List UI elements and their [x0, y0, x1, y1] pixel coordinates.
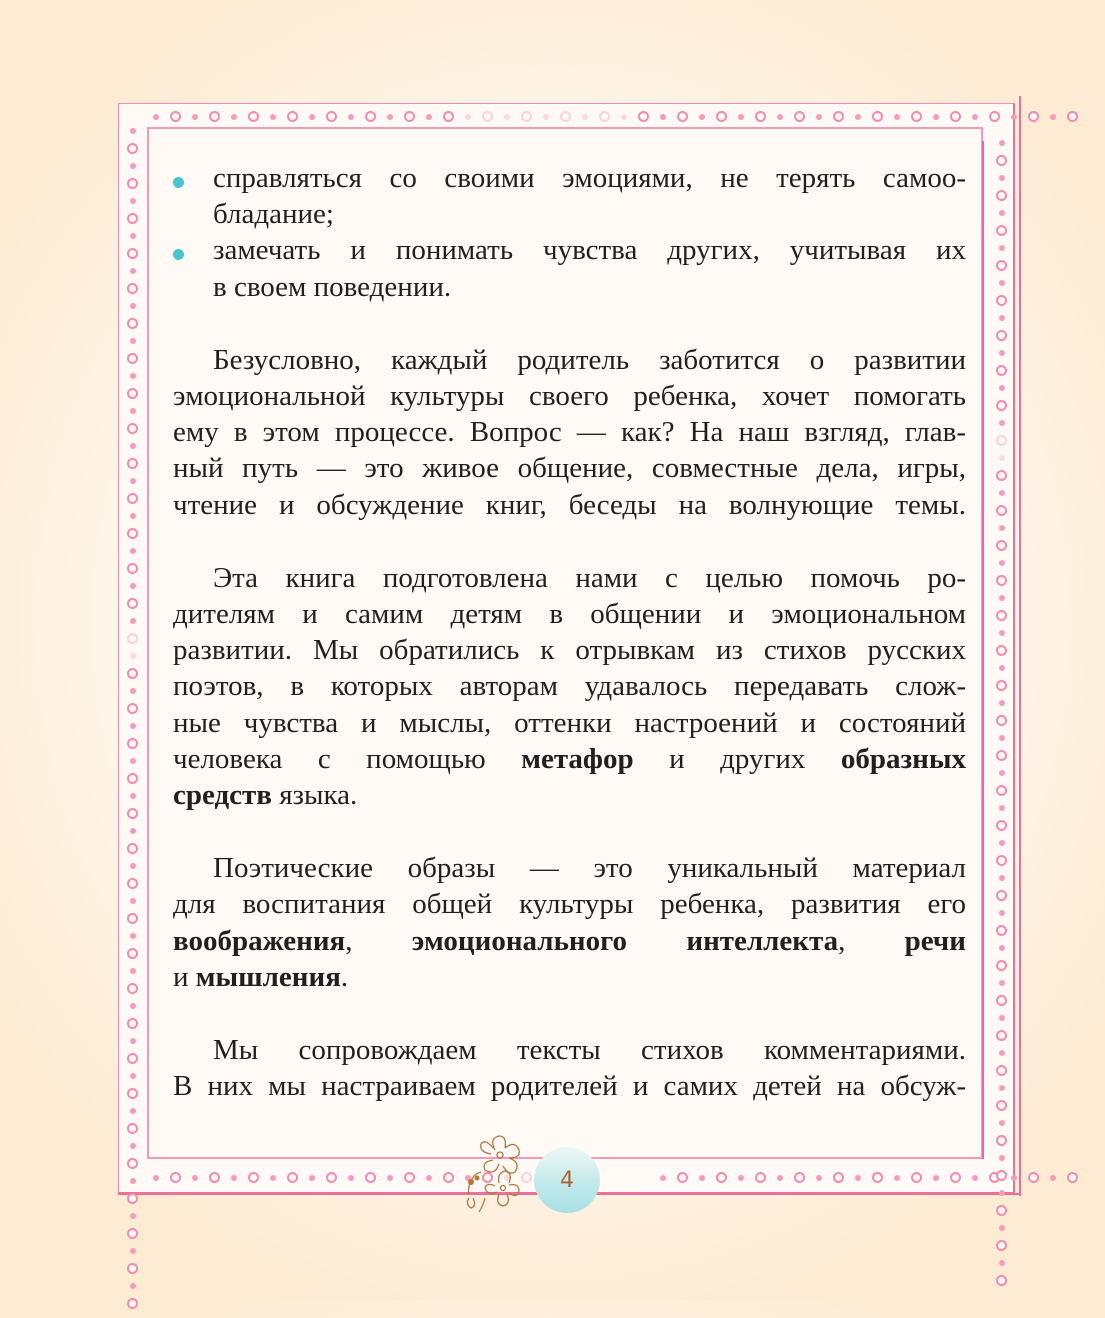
- cherry-blossom-icon: [455, 1128, 540, 1223]
- border-dot-icon: [130, 1178, 136, 1184]
- border-dot-icon: [326, 1172, 337, 1183]
- border-dot-icon: [999, 490, 1005, 496]
- border-dot-icon: [248, 1172, 259, 1183]
- border-dot-icon: [660, 114, 666, 120]
- border-dot-icon: [999, 280, 1005, 286]
- border-dot-icon: [443, 111, 454, 122]
- border-dot-icon: [130, 968, 136, 974]
- border-dot-icon: [894, 1175, 900, 1181]
- border-dot-icon: [231, 1175, 237, 1181]
- paragraph-line: В них мы настраиваем родителей и самих детей на обсуж-: [173, 1070, 966, 1103]
- border-dot-icon: [999, 910, 1005, 916]
- border-dot-icon: [996, 890, 1007, 901]
- border-dot-icon: [170, 1172, 181, 1183]
- bullet-item: [173, 232, 966, 304]
- border-dot-icon: [996, 1240, 1007, 1251]
- border-dot-icon: [999, 385, 1005, 391]
- border-dot-icon: [127, 948, 138, 959]
- border-dot-icon: [911, 1172, 922, 1183]
- border-dot-icon: [911, 111, 922, 122]
- border-dot-icon: [465, 114, 471, 120]
- border-dot-icon: [677, 111, 688, 122]
- border-dot-icon: [855, 114, 861, 120]
- border-dot-icon: [130, 1003, 136, 1009]
- border-dot-icon: [130, 163, 136, 169]
- border-dot-icon: [933, 1175, 939, 1181]
- border-dot-icon: [777, 114, 783, 120]
- border-dot-icon: [130, 548, 136, 554]
- border-dot-icon: [1050, 114, 1056, 120]
- border-dot-icon: [999, 735, 1005, 741]
- border-dot-icon: [996, 470, 1007, 481]
- dotted-border-left: [127, 128, 138, 1318]
- border-dot-icon: [894, 114, 900, 120]
- border-dot-icon: [482, 111, 493, 122]
- border-dot-icon: [287, 1172, 298, 1183]
- border-dot-icon: [996, 820, 1007, 831]
- border-dot-icon: [996, 1205, 1007, 1216]
- border-dot-icon: [130, 723, 136, 729]
- border-dot-icon: [309, 1175, 315, 1181]
- border-dot-icon: [404, 111, 415, 122]
- border-dot-icon: [816, 1175, 822, 1181]
- bullet-text-line: бладание;: [213, 198, 334, 231]
- border-dot-icon: [999, 455, 1005, 461]
- border-dot-icon: [127, 528, 138, 539]
- border-dot-icon: [716, 111, 727, 122]
- border-dot-icon: [855, 1175, 861, 1181]
- border-dot-icon: [127, 458, 138, 469]
- border-dot-icon: [996, 960, 1007, 971]
- border-dot-icon: [660, 1175, 666, 1181]
- border-dot-icon: [130, 513, 136, 519]
- border-dot-icon: [996, 400, 1007, 411]
- bullet-dot-icon: [173, 177, 184, 188]
- border-dot-icon: [130, 653, 136, 659]
- border-dot-icon: [127, 248, 138, 259]
- border-dot-icon: [999, 1050, 1005, 1056]
- border-dot-icon: [999, 560, 1005, 566]
- bold-term-figurative: образных: [840, 742, 966, 775]
- border-dot-icon: [127, 668, 138, 679]
- border-dot-icon: [270, 1175, 276, 1181]
- border-dot-icon: [127, 773, 138, 784]
- border-dot-icon: [127, 213, 138, 224]
- border-dot-icon: [777, 1175, 783, 1181]
- border-dot-icon: [426, 114, 432, 120]
- border-dot-icon: [794, 1172, 805, 1183]
- plain-text: и других: [633, 742, 841, 775]
- plain-text: и: [173, 960, 196, 993]
- page-number: 4: [560, 1167, 574, 1193]
- border-dot-icon: [999, 1015, 1005, 1021]
- dotted-border-bottom: [153, 1172, 1089, 1183]
- border-dot-icon: [387, 114, 393, 120]
- border-dot-icon: [521, 111, 532, 122]
- border-dot-icon: [130, 233, 136, 239]
- border-dot-icon: [130, 758, 136, 764]
- border-dot-icon: [127, 353, 138, 364]
- border-dot-icon: [127, 1018, 138, 1029]
- paragraph-line: ные чувства и мыслы, оттенки настроений и состояний: [173, 706, 966, 739]
- border-dot-icon: [130, 618, 136, 624]
- border-dot-icon: [1067, 111, 1078, 122]
- border-dot-icon: [996, 190, 1007, 201]
- paragraph-line: [173, 741, 966, 777]
- border-dot-icon: [309, 114, 315, 120]
- border-dot-icon: [130, 933, 136, 939]
- border-dot-icon: [248, 111, 259, 122]
- border-dot-icon: [209, 111, 220, 122]
- border-dot-icon: [996, 680, 1007, 691]
- bold-term-speech: речи: [904, 924, 966, 957]
- border-dot-icon: [326, 111, 337, 122]
- bullet-item: [173, 160, 966, 232]
- border-dot-icon: [130, 793, 136, 799]
- border-dot-icon: [996, 365, 1007, 376]
- border-dot-icon: [972, 114, 978, 120]
- paragraph-line: чтение и обсуждение книг, беседы на волнующие темы.: [173, 488, 966, 521]
- border-dot-icon: [833, 1172, 844, 1183]
- border-dot-icon: [996, 855, 1007, 866]
- border-dot-icon: [130, 1073, 136, 1079]
- page-body: [173, 160, 966, 1104]
- border-dot-icon: [638, 111, 649, 122]
- paragraph-2: [173, 560, 966, 813]
- bold-term-thinking: мышления: [195, 960, 341, 993]
- border-dot-icon: [365, 1172, 376, 1183]
- border-dot-icon: [794, 111, 805, 122]
- border-dot-icon: [999, 420, 1005, 426]
- border-dot-icon: [999, 1190, 1005, 1196]
- border-dot-icon: [127, 703, 138, 714]
- frame-double-line-right: [1019, 96, 1021, 1196]
- border-dot-icon: [130, 1038, 136, 1044]
- border-dot-icon: [192, 1175, 198, 1181]
- bold-term-metaphor: метафор: [521, 742, 634, 775]
- border-dot-icon: [738, 114, 744, 120]
- border-dot-icon: [387, 1175, 393, 1181]
- border-dot-icon: [999, 1085, 1005, 1091]
- border-dot-icon: [127, 1088, 138, 1099]
- border-dot-icon: [699, 1175, 705, 1181]
- paragraph-line: Безусловно, каждый родитель заботится о развитии: [213, 343, 966, 376]
- border-dot-icon: [996, 1030, 1007, 1041]
- border-dot-icon: [130, 408, 136, 414]
- paragraph-line: развитии. Мы обратились к отрывкам из стихов русских: [173, 634, 966, 667]
- border-dot-icon: [950, 111, 961, 122]
- border-dot-icon: [130, 373, 136, 379]
- border-dot-icon: [127, 1193, 138, 1204]
- border-dot-icon: [153, 114, 159, 120]
- border-dot-icon: [127, 563, 138, 574]
- border-dot-icon: [127, 1123, 138, 1134]
- border-dot-icon: [599, 111, 610, 122]
- border-dot-icon: [716, 1172, 727, 1183]
- paragraph-line: [173, 959, 966, 995]
- paragraph-line: [173, 923, 966, 959]
- border-dot-icon: [999, 1225, 1005, 1231]
- border-dot-icon: [127, 598, 138, 609]
- border-dot-icon: [996, 750, 1007, 761]
- border-dot-icon: [996, 995, 1007, 1006]
- border-dot-icon: [950, 1172, 961, 1183]
- border-dot-icon: [127, 1263, 138, 1274]
- border-dot-icon: [996, 1135, 1007, 1146]
- border-dot-icon: [582, 114, 588, 120]
- paragraph-line: [173, 777, 966, 813]
- border-dot-icon: [130, 268, 136, 274]
- border-dot-icon: [443, 1172, 454, 1183]
- border-dot-icon: [543, 114, 549, 120]
- border-dot-icon: [560, 111, 571, 122]
- border-dot-icon: [130, 898, 136, 904]
- border-dot-icon: [999, 665, 1005, 671]
- border-dot-icon: [130, 1248, 136, 1254]
- border-dot-icon: [996, 925, 1007, 936]
- border-dot-icon: [833, 111, 844, 122]
- border-dot-icon: [348, 114, 354, 120]
- border-dot-icon: [972, 1175, 978, 1181]
- border-dot-icon: [996, 1170, 1007, 1181]
- border-dot-icon: [996, 575, 1007, 586]
- border-dot-icon: [1011, 114, 1017, 120]
- border-dot-icon: [999, 840, 1005, 846]
- border-dot-icon: [999, 350, 1005, 356]
- border-dot-icon: [127, 318, 138, 329]
- border-dot-icon: [999, 805, 1005, 811]
- paragraph-4: [173, 1032, 966, 1104]
- border-dot-icon: [738, 1175, 744, 1181]
- border-dot-icon: [996, 610, 1007, 621]
- bullet-text-line: справляться со своими эмоциями, не терять самоо-: [213, 162, 966, 194]
- border-dot-icon: [209, 1172, 220, 1183]
- bullet-text-line: в своем поведении.: [213, 270, 452, 303]
- border-dot-icon: [127, 388, 138, 399]
- frame-inner-accent-line: [982, 141, 984, 1159]
- border-dot-icon: [996, 260, 1007, 271]
- border-dot-icon: [996, 645, 1007, 656]
- paragraph-3: [173, 850, 966, 995]
- plain-text: .: [340, 960, 349, 993]
- border-dot-icon: [996, 715, 1007, 726]
- border-dot-icon: [287, 111, 298, 122]
- border-dot-icon: [1050, 1175, 1056, 1181]
- border-dot-icon: [996, 505, 1007, 516]
- border-dot-icon: [426, 1175, 432, 1181]
- border-dot-icon: [130, 1108, 136, 1114]
- border-dot-icon: [872, 1172, 883, 1183]
- paragraph-line: ный путь — это живое общение, совместные дела, игры,: [173, 452, 966, 485]
- paragraph-line: Мы сопровождаем тексты стихов комментариями.: [213, 1034, 966, 1067]
- border-dot-icon: [999, 1120, 1005, 1126]
- paragraph-line: ему в этом процессе. Вопрос — как? На наш взгляд, глав-: [173, 416, 966, 449]
- border-dot-icon: [996, 1100, 1007, 1111]
- border-dot-icon: [755, 111, 766, 122]
- dotted-border-right: [996, 140, 1007, 1295]
- border-dot-icon: [127, 738, 138, 749]
- border-dot-icon: [231, 114, 237, 120]
- border-dot-icon: [127, 283, 138, 294]
- border-dot-icon: [999, 770, 1005, 776]
- plain-text: ,: [345, 924, 412, 957]
- border-dot-icon: [999, 140, 1005, 146]
- border-dot-icon: [999, 1155, 1005, 1161]
- border-dot-icon: [404, 1172, 415, 1183]
- bold-term-imagination: воображения: [173, 924, 346, 957]
- border-dot-icon: [130, 688, 136, 694]
- border-dot-icon: [130, 443, 136, 449]
- border-dot-icon: [127, 143, 138, 154]
- bullet-dot-icon: [173, 249, 184, 260]
- border-dot-icon: [192, 114, 198, 120]
- border-dot-icon: [699, 114, 705, 120]
- border-dot-icon: [1067, 1172, 1078, 1183]
- border-dot-icon: [127, 1228, 138, 1239]
- border-dot-icon: [170, 111, 181, 122]
- border-dot-icon: [621, 114, 627, 120]
- border-dot-icon: [999, 875, 1005, 881]
- border-dot-icon: [999, 630, 1005, 636]
- border-dot-icon: [130, 1283, 136, 1289]
- border-dot-icon: [999, 210, 1005, 216]
- border-dot-icon: [996, 785, 1007, 796]
- border-dot-icon: [127, 808, 138, 819]
- border-dot-icon: [996, 225, 1007, 236]
- bullet-list: [173, 160, 966, 305]
- border-dot-icon: [127, 493, 138, 504]
- border-dot-icon: [1011, 1175, 1017, 1181]
- border-dot-icon: [127, 423, 138, 434]
- border-dot-icon: [999, 945, 1005, 951]
- border-dot-icon: [270, 114, 276, 120]
- paragraph-line: поэтов, в которых авторам удавалось передавать слож-: [173, 670, 966, 703]
- border-dot-icon: [999, 980, 1005, 986]
- border-dot-icon: [999, 700, 1005, 706]
- border-dot-icon: [130, 1213, 136, 1219]
- border-dot-icon: [127, 178, 138, 189]
- page-number-badge: [534, 1147, 600, 1213]
- border-dot-icon: [127, 1158, 138, 1169]
- border-dot-icon: [130, 1143, 136, 1149]
- border-dot-icon: [999, 315, 1005, 321]
- border-dot-icon: [989, 111, 1000, 122]
- border-dot-icon: [365, 111, 376, 122]
- border-dot-icon: [996, 435, 1007, 446]
- border-dot-icon: [996, 330, 1007, 341]
- border-dot-icon: [127, 913, 138, 924]
- border-dot-icon: [1028, 111, 1039, 122]
- border-dot-icon: [127, 1053, 138, 1064]
- border-dot-icon: [127, 983, 138, 994]
- border-dot-icon: [999, 595, 1005, 601]
- paragraph-line: Эта книга подготовлена нами с целью помочь ро-: [213, 561, 966, 594]
- border-dot-icon: [999, 245, 1005, 251]
- border-dot-icon: [130, 583, 136, 589]
- paragraph-line: дителям и самим детям в общении и эмоциональном: [173, 598, 966, 631]
- border-dot-icon: [872, 111, 883, 122]
- paragraph-line: эмоциональной культуры своего ребенка, хочет помогать: [173, 380, 966, 413]
- border-dot-icon: [130, 303, 136, 309]
- border-dot-icon: [999, 175, 1005, 181]
- border-dot-icon: [996, 540, 1007, 551]
- border-dot-icon: [933, 114, 939, 120]
- border-dot-icon: [153, 1175, 159, 1181]
- bullet-text-line: замечать и понимать чувства других, учитывая их: [213, 234, 966, 267]
- dotted-border-top: [153, 111, 1089, 122]
- border-dot-icon: [755, 1172, 766, 1183]
- border-dot-icon: [996, 295, 1007, 306]
- paragraph-line: Поэтические образы — это уникальный материал: [213, 852, 966, 885]
- border-dot-icon: [130, 863, 136, 869]
- border-dot-icon: [130, 828, 136, 834]
- border-dot-icon: [816, 114, 822, 120]
- bold-term-means: средств: [173, 779, 272, 812]
- border-dot-icon: [127, 843, 138, 854]
- border-dot-icon: [677, 1172, 688, 1183]
- paragraph-1: [173, 342, 966, 523]
- plain-text: человека с помощью: [173, 742, 522, 775]
- bold-term-emotional-intelligence: эмоционального интеллекта: [411, 924, 839, 957]
- border-dot-icon: [996, 1275, 1007, 1286]
- plain-text: ,: [838, 924, 905, 957]
- border-dot-icon: [130, 478, 136, 484]
- paragraph-line: для воспитания общей культуры ребенка, развития его: [173, 888, 966, 921]
- border-dot-icon: [999, 1260, 1005, 1266]
- border-dot-icon: [130, 128, 136, 134]
- border-dot-icon: [130, 338, 136, 344]
- border-dot-icon: [996, 155, 1007, 166]
- border-dot-icon: [504, 114, 510, 120]
- border-dot-icon: [130, 198, 136, 204]
- border-dot-icon: [996, 1065, 1007, 1076]
- border-dot-icon: [127, 633, 138, 644]
- border-dot-icon: [1028, 1172, 1039, 1183]
- border-dot-icon: [999, 525, 1005, 531]
- plain-text: языка.: [271, 779, 358, 812]
- border-dot-icon: [348, 1175, 354, 1181]
- border-dot-icon: [127, 878, 138, 889]
